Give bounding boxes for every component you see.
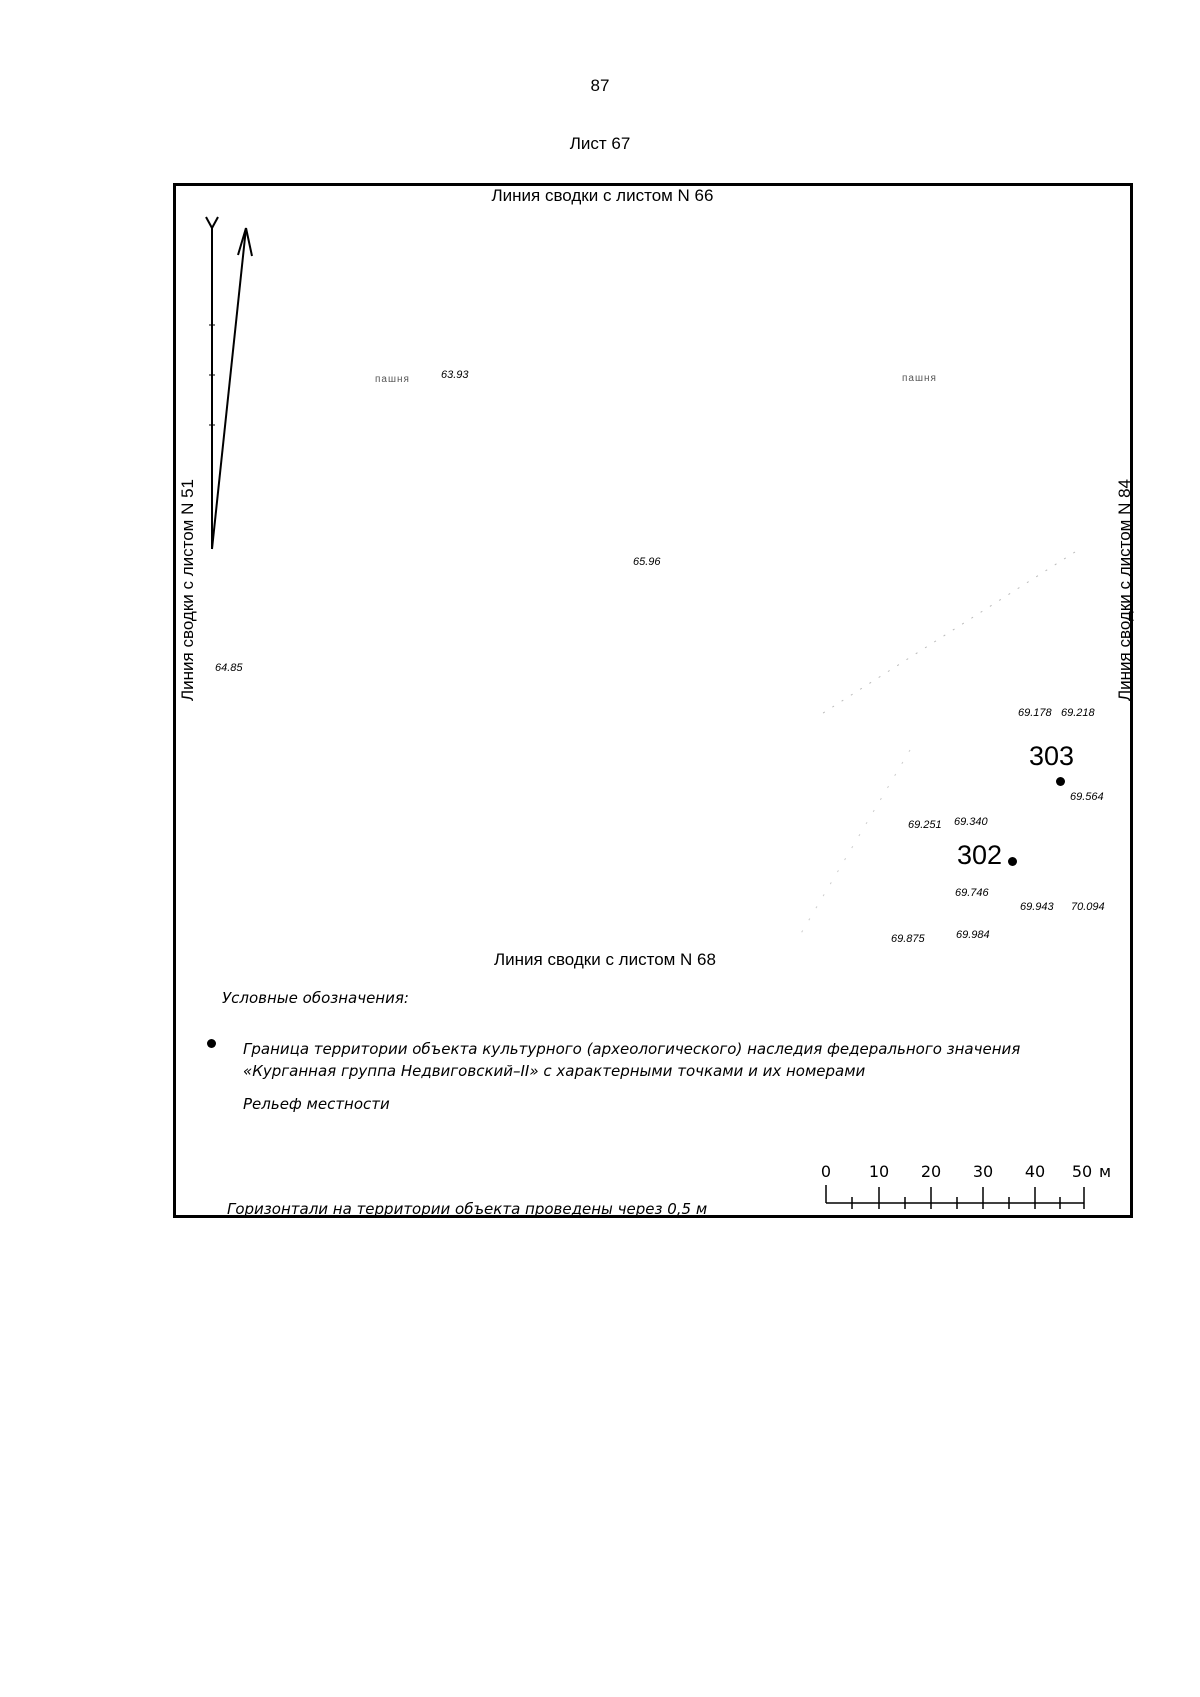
elevation-mark: 69.218	[1061, 707, 1095, 719]
scale-label: 10	[868, 1162, 890, 1181]
scale-label: 40	[1024, 1162, 1046, 1181]
page-number: 87	[590, 76, 610, 95]
elevation-mark: 69.984	[956, 929, 990, 941]
scale-label: 0	[820, 1162, 832, 1181]
scale-label: 50	[1071, 1162, 1093, 1181]
scale-label: 20	[920, 1162, 942, 1181]
legend-relief: Рельеф местности	[243, 1095, 390, 1113]
scale-label: 30	[972, 1162, 994, 1181]
legend-boundary-text-line2: «Курганная группа Недвиговский–II» с характерными точками и их номерами	[243, 1062, 866, 1080]
scale-ruler	[820, 1180, 1090, 1210]
elevation-mark: 64.85	[215, 662, 243, 674]
contour-interval-note: Горизонтали на территории объекта проведены через 0,5 м	[227, 1200, 708, 1218]
boundary-point-marker	[1008, 857, 1017, 866]
elevation-mark: 69.875	[891, 933, 925, 945]
edge-label-right: Линия сводки с листом N 84	[1115, 479, 1134, 701]
edge-label-bottom: Линия сводки с листом N 68	[494, 950, 716, 969]
elevation-mark: 70.094	[1071, 901, 1105, 913]
elevation-mark: 69.251	[908, 819, 942, 831]
scale-unit: м	[1099, 1162, 1112, 1181]
north-arrow-icon	[195, 215, 265, 555]
legend-title: Условные обозначения:	[222, 989, 409, 1007]
elevation-mark: 69.746	[955, 887, 989, 899]
boundary-point-label: 302	[957, 840, 1003, 870]
edge-label-top: Линия сводки с листом N 66	[491, 186, 714, 205]
landuse-label: пашня	[902, 373, 937, 384]
boundary-point-marker	[1056, 777, 1065, 786]
elevation-mark: 69.340	[954, 816, 988, 828]
elevation-mark: 65.96	[633, 556, 661, 568]
boundary-point-label: 303	[1029, 741, 1075, 771]
legend-boundary-point-marker	[207, 1039, 216, 1048]
legend-boundary-text-line1: Граница территории объекта культурного (археологического) наследия федерального значения	[243, 1040, 1021, 1058]
elevation-mark: 69.943	[1020, 901, 1054, 913]
elevation-mark: 69.178	[1018, 707, 1052, 719]
elevation-mark: 69.564	[1070, 791, 1104, 803]
landuse-label: пашня	[375, 374, 410, 385]
sheet-title: Лист 67	[569, 134, 631, 153]
edge-label-left: Линия сводки с листом N 51	[178, 479, 197, 701]
elevation-mark: 63.93	[441, 369, 469, 381]
